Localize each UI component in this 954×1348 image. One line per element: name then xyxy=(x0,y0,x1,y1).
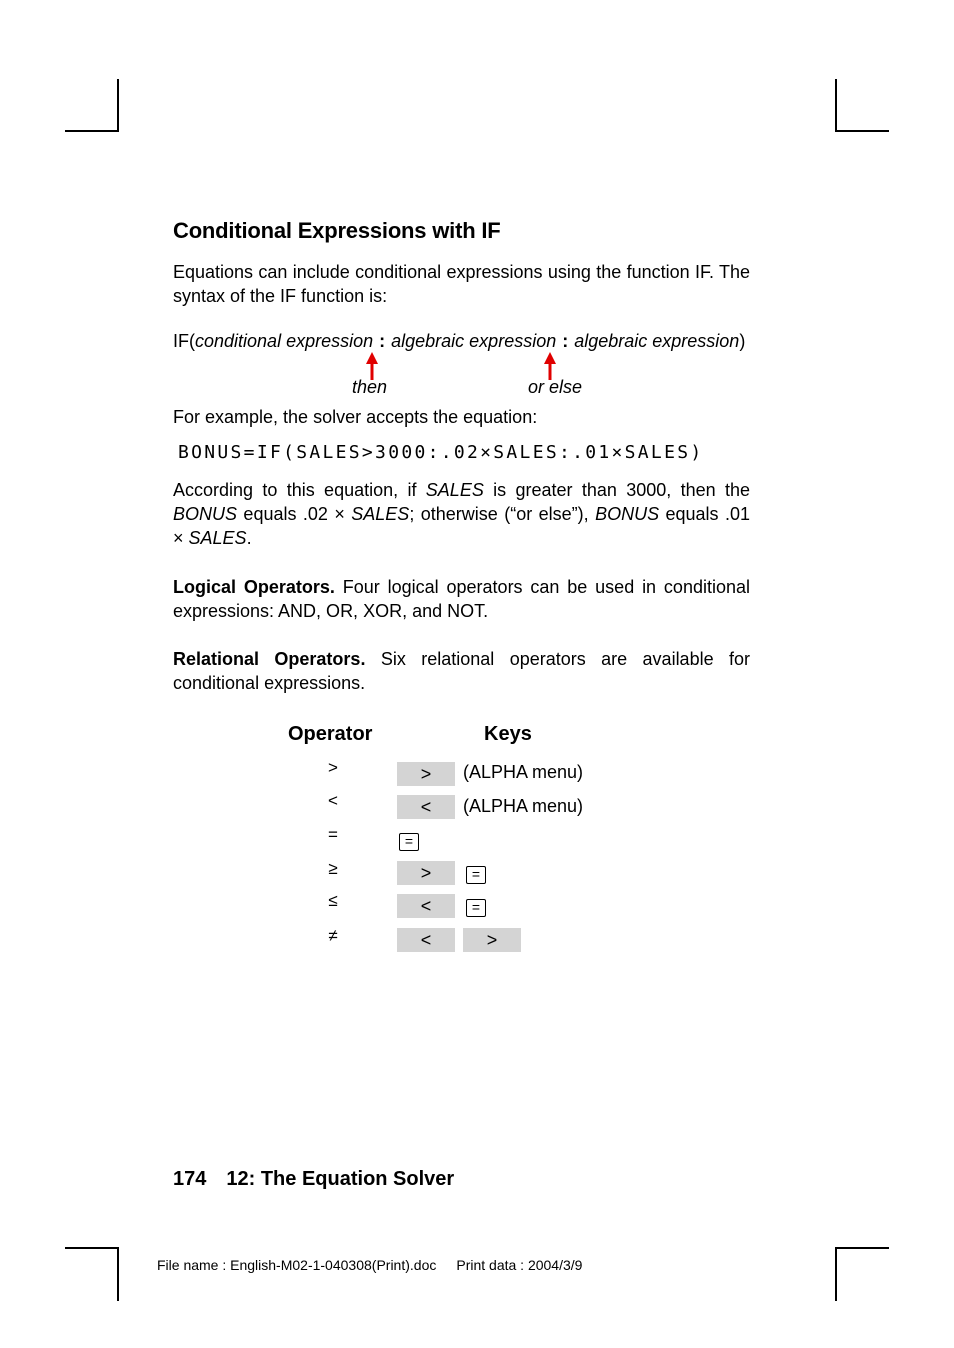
operator-less-or-equal: ≤ xyxy=(328,891,338,910)
greater-than-key: > xyxy=(463,928,521,952)
explanation-text: equals .02 × xyxy=(237,504,352,524)
alpha-menu-note: (ALPHA menu) xyxy=(463,762,584,782)
intro-paragraph: Equations can include conditional expressions using the function IF. The syntax of the IF function is: xyxy=(173,262,750,306)
explanation-text: equals .01 × xyxy=(173,504,750,548)
equals-key: = xyxy=(466,899,486,917)
table-header-operator: Operator xyxy=(288,723,373,745)
variable-sales: SALES xyxy=(425,480,484,500)
crop-mark xyxy=(835,1247,889,1249)
operator-greater-than: > xyxy=(328,758,338,777)
explanation-text: is greater than 3000, then the xyxy=(483,480,750,500)
syntax-close-paren: ) xyxy=(739,331,746,351)
relational-operators-heading: Relational Operators. xyxy=(173,649,366,669)
syntax-algebraic-expression-else: algebraic expression xyxy=(574,331,740,351)
crop-mark xyxy=(65,1247,119,1249)
section-title: Conditional Expressions with IF xyxy=(173,218,501,243)
syntax-algebraic-expression-then: algebraic expression xyxy=(391,331,557,351)
logical-operators-text: Four logical operators can be used in conditional expressions: AND, OR, XOR, and NOT. xyxy=(173,577,750,621)
less-than-key: < xyxy=(397,928,455,952)
explanation-paragraph xyxy=(173,478,750,550)
else-arrow-head xyxy=(544,352,556,364)
less-than-key: < xyxy=(397,795,455,819)
logical-operators-paragraph xyxy=(173,575,750,623)
page-footer xyxy=(173,1168,454,1191)
equals-key: = xyxy=(466,866,486,884)
variable-bonus: BONUS xyxy=(173,504,238,524)
crop-mark xyxy=(835,79,837,132)
alpha-menu-note: (ALPHA menu) xyxy=(463,796,584,816)
print-date: Print data : 2004/3/9 xyxy=(456,1257,583,1273)
relational-operators-text: Six relational operators are available for conditional expressions. xyxy=(173,649,750,693)
chapter-title: 12: The Equation Solver xyxy=(226,1168,455,1190)
example-intro: For example, the solver accepts the equation: xyxy=(173,407,538,427)
variable-sales: SALES xyxy=(351,504,410,524)
greater-than-key: > xyxy=(397,762,455,786)
less-than-key: < xyxy=(397,894,455,918)
syntax-conditional-expression: conditional expression xyxy=(195,331,374,351)
example-equation: BONUS=IF(SALES>3000:.02×SALES:.01×SALES) xyxy=(178,442,704,463)
file-name: File name : English-M02-1-040308(Print).doc xyxy=(157,1257,437,1273)
then-label: then xyxy=(352,377,388,397)
or-else-label: or else xyxy=(528,377,583,397)
explanation-text: ; otherwise (“or else”), xyxy=(409,504,596,524)
syntax-open-paren: ( xyxy=(189,331,195,351)
relational-operators-paragraph xyxy=(173,647,750,695)
file-info xyxy=(157,1257,582,1273)
page-number: 174 xyxy=(173,1168,207,1190)
table-header-keys: Keys xyxy=(484,723,532,745)
syntax-separator-then: : xyxy=(379,331,386,351)
crop-mark xyxy=(835,130,889,132)
operator-less-than: < xyxy=(328,791,338,810)
explanation-text: According to this equation, if xyxy=(173,480,426,500)
crop-mark xyxy=(117,1247,119,1301)
syntax-if: IF xyxy=(173,331,189,351)
then-arrow-head xyxy=(366,352,378,364)
crop-mark xyxy=(835,1247,837,1301)
syntax-separator-else: : xyxy=(562,331,569,351)
operator-not-equal: ≠ xyxy=(328,926,338,945)
greater-than-key: > xyxy=(397,861,455,885)
crop-mark xyxy=(65,130,119,132)
variable-sales: SALES xyxy=(188,528,247,548)
variable-bonus: BONUS xyxy=(595,504,660,524)
operator-greater-or-equal: ≥ xyxy=(328,859,338,878)
logical-operators-heading: Logical Operators. xyxy=(173,577,335,597)
equals-key: = xyxy=(399,833,419,851)
crop-mark xyxy=(117,79,119,132)
explanation-text: . xyxy=(246,528,252,548)
operator-equals: = xyxy=(328,825,338,844)
if-syntax xyxy=(173,331,745,352)
